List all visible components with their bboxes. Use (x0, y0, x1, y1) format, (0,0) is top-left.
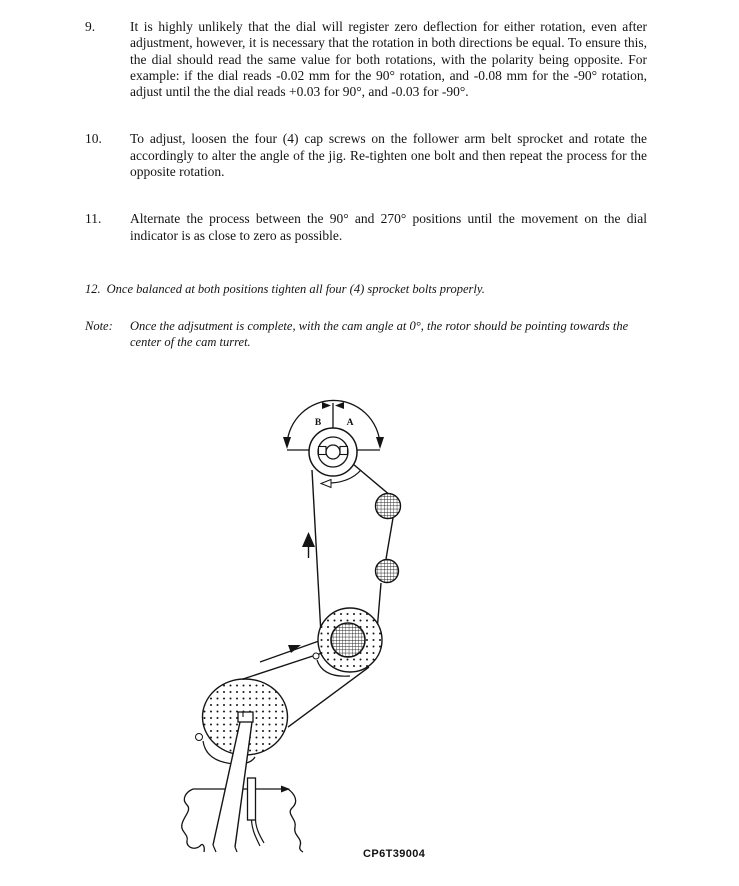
idler-pulley-1 (376, 494, 401, 519)
figure-caption: CP6T39004 (363, 848, 426, 860)
step-number: 10. (85, 131, 102, 147)
step-number: 9. (85, 19, 96, 34)
step-text: Once balanced at both positions tighten all four (4) sprocket bolts properly. (106, 281, 485, 296)
note-text: Once the adjsutment is complete, with the cam angle at 0°, the rotor should be pointing towards the center of the cam turret. (130, 318, 629, 349)
top-arrowhead-left (322, 402, 331, 409)
step-text: It is highly unlikely that the dial will register zero deflection for either rotation, even after adjustment, however, it is necessary that the rotation in both directions be equal. To ensure this, the dial should read the same value for both rotations, with the polarity being opposite. For example: if the dial reads -0.02 mm for the 90° rotation, and -0.08 mm for the -90° rotation, adjust until the the dial reads +0.03 for 90°, and -0.03 for -90°. (130, 19, 647, 100)
step-number: 11. (85, 211, 102, 227)
instruction-list (85, 19, 647, 350)
step-text: Alternate the process between the 90° and 270° positions until the movement on the dial indicator is as close to zero as possible. (130, 211, 647, 243)
idler-pulley-2 (376, 560, 399, 583)
up-arrow (302, 532, 315, 558)
mid-pulley (313, 608, 382, 676)
step-11 (85, 211, 647, 244)
step-10 (85, 131, 647, 180)
top-sprocket (309, 428, 357, 476)
step-number: 12. (85, 281, 101, 296)
step-9 (85, 19, 647, 100)
base-slot (248, 778, 265, 846)
top-arrowhead-right (335, 402, 344, 409)
belt-sprocket-figure (178, 396, 404, 856)
step-12 (85, 281, 647, 297)
note-block (85, 318, 647, 350)
label-b: B (314, 418, 322, 428)
arc-arrowhead-right (376, 437, 384, 449)
label-a: A (346, 418, 354, 428)
note-label: Note: (85, 318, 113, 333)
step-text: To adjust, loosen the four (4) cap screws on the follower arm belt sprocket and rotate the accordingly to alter the angle of the jig. Re-tighten one bolt and then repeat the process for the opposite rotation. (130, 131, 647, 180)
arc-arrowhead-left (283, 437, 291, 449)
